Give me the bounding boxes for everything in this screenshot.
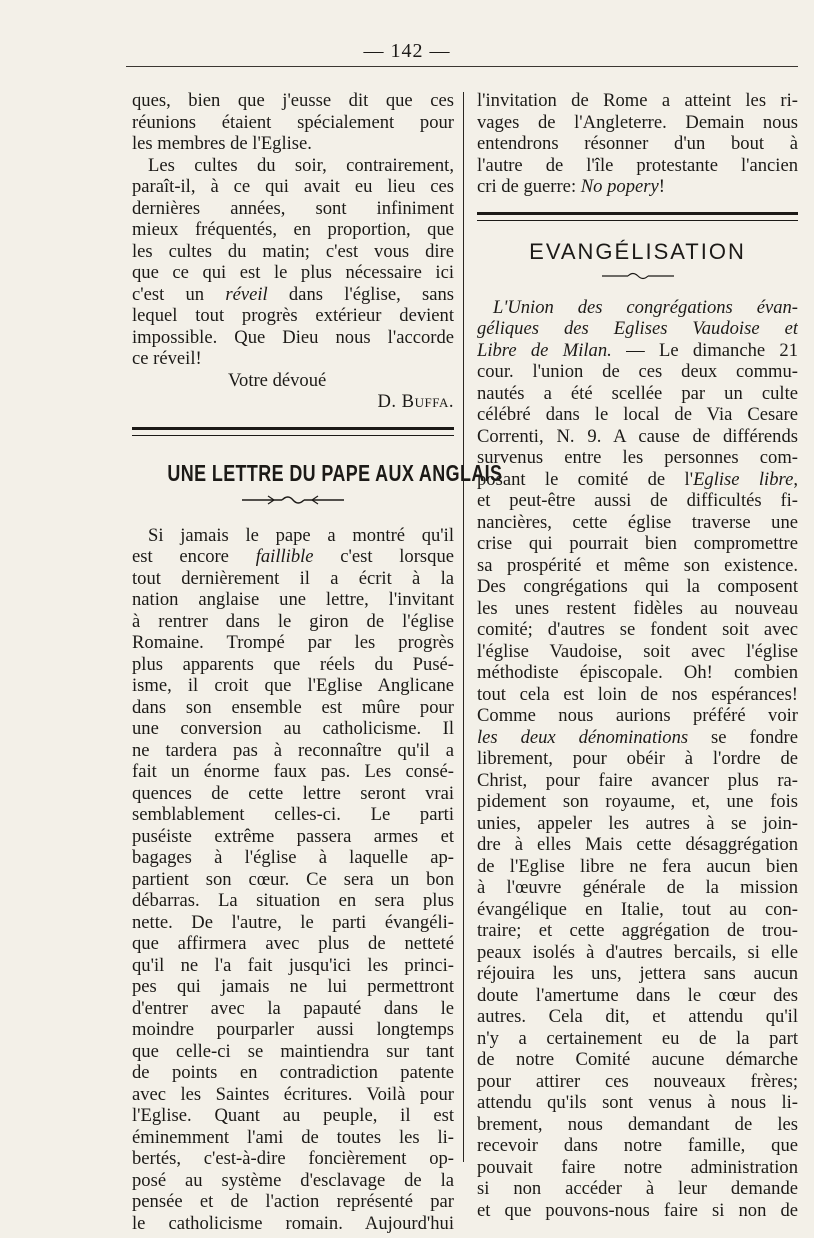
text-run: , [793, 468, 798, 490]
text-line: recevoir dans notre famille, que [477, 1135, 798, 1156]
page-number: — 142 — [363, 40, 451, 62]
text-line: Si jamais le pape a montré qu'il [148, 524, 454, 546]
text-line: pouvait faire notre administration [477, 1156, 798, 1178]
text-line: survenus entre les personnes com- [477, 447, 798, 468]
spacer [132, 507, 454, 525]
text-line [477, 297, 798, 319]
text-line: bagages à l'église à laquelle ap- [132, 847, 454, 868]
left-column [132, 90, 503, 1234]
text-line: librement, pour obéir à l'ordre de [477, 748, 798, 769]
header-rule [126, 66, 798, 67]
text-line: de notre Comité aucune démarche [477, 1049, 798, 1070]
text-line [477, 727, 798, 749]
text-line: n'y a certainement eu de la part [477, 1027, 798, 1049]
text-line: l'invitation de Rome a atteint les ri- [477, 90, 798, 111]
text-line: semblablement celles-ci. Le parti [132, 804, 454, 825]
text-run: est encore [132, 546, 256, 567]
text-line: nette. De l'autre, le parti évangéli- [132, 911, 454, 933]
ornament-divider [598, 271, 678, 281]
text-line: lequel tout progrès extérieur devient [132, 305, 454, 326]
text-line: attendu qu'ils sont venus à nous li- [477, 1092, 798, 1113]
text-line: une conversion au catholicisme. Il [132, 718, 454, 739]
text-line: posé au système d'esclavage de la [132, 1169, 454, 1191]
text-line: quences de cette lettre seront vrai [132, 782, 454, 804]
text-line: traire; et cette aggrégation de trou- [477, 920, 798, 941]
text-line: ques, bien que j'eusse dit que ces [132, 90, 454, 111]
emphasis-no-popery: No popery [580, 176, 659, 197]
text-line: sa prospérité et même son existence. [477, 554, 798, 576]
text-line: à l'œuvre générale de la mission [477, 877, 798, 898]
text-line: autres. Cela dit, et attendu qu'il [477, 1006, 798, 1027]
text-line [477, 340, 798, 362]
text-line: les membres de l'Eglise. [132, 133, 312, 154]
text-line: que celle-ci se maintiendra sur tant [132, 1040, 454, 1062]
text-line [132, 284, 454, 306]
text-line: pensée et de l'action représenté par [132, 1191, 454, 1212]
text-line: évangélique en Italie, tout au con- [477, 898, 798, 920]
text-run: — Le dimanche 21 [611, 339, 798, 361]
text-line: entendrons résonner d'un bout à [477, 133, 798, 154]
spacer [477, 281, 798, 297]
text-line: ce réveil! [132, 348, 202, 369]
text-run: cri de guerre: [477, 176, 581, 197]
text-line: partient son cœur. Ce sera un bon [132, 868, 454, 890]
text-line: nautés a été scellée par un culte [477, 382, 798, 404]
text-line: les unes restent fidèles au nouveau [477, 597, 798, 619]
text-line: cour. l'union de ces deux commu- [477, 361, 798, 382]
text-line: bertés, c'est-à-dire foncièrement op- [132, 1148, 454, 1169]
text-line: et que pouvons-nous faire si non de [477, 1199, 798, 1221]
text-line: l'église Vaudoise, soit avec l'église [477, 640, 798, 662]
text-run: dans l'église, sans [267, 283, 454, 305]
ornament-divider [238, 493, 348, 507]
text-line: dernières années, sont infiniment [132, 197, 454, 219]
text-line: Correnti, N. 9. A cause de différends [477, 425, 798, 447]
text-line: l'autre de l'île protestante l'ancien [477, 154, 798, 176]
text-line: célébré dans le local de Via Cesare [477, 404, 798, 425]
text-line: moindre pourparler aussi longtemps [132, 1019, 454, 1040]
text-line: à rentrer dans le giron de l'église [132, 610, 454, 632]
emphasis-union-title: L'Union des congrégations évan- [493, 296, 798, 318]
text-line [477, 469, 798, 491]
text-line: que ce qui est le plus nécessaire ici [132, 262, 454, 283]
text-line: d'entrer avec la papauté dans le [132, 997, 454, 1019]
text-line: brement, nous demandant de les [477, 1113, 798, 1135]
text-line: Comme nous aurions préféré voir [477, 705, 798, 726]
text-run: c'est lorsque [313, 546, 454, 567]
text-line: ne tardera pas à reconnaître qu'il a [132, 739, 454, 761]
section-title: EVANGÉLISATION [529, 238, 746, 264]
text-line: doute l'amertume dans le cœur des [477, 984, 798, 1006]
text-line: les cultes du matin; c'est vous dire [132, 240, 454, 262]
text-line: méthodiste épiscopale. Oh! combien [477, 662, 798, 683]
text-line: pidement son royaume, et, une fois [477, 791, 798, 812]
text-line: débarras. La situation en sera plus [132, 890, 454, 911]
text-line: impossible. Que Dieu nous l'accorde [132, 326, 454, 348]
text-line: dans son ensemble est mûre pour [132, 696, 454, 718]
text-line: de l'Eglise libre ne fera aucun bien [477, 855, 798, 877]
signature-name: D. Buffa. [377, 391, 454, 412]
text-line: peaux isolés à d'autres bercails, si elle [477, 941, 798, 963]
text-line: et peut-être aussi de difficultés fi- [477, 490, 798, 511]
text-line: fait un énorme faux pas. Les consé- [132, 761, 454, 782]
text-run: posant le comité de l' [477, 468, 694, 490]
text-line: pes qui jamais ne lui permettront [132, 976, 454, 997]
text-line: vages de l'Angleterre. Demain nous [477, 111, 798, 133]
text-line: qu'il ne l'a fait jusqu'ici les princi- [132, 954, 454, 976]
text-line: l'Eglise. Quant au peuple, il est [132, 1105, 454, 1126]
emphasis-faillible: faillible [255, 546, 314, 567]
text-line: réjouira les uns, jettera sans aucun [477, 963, 798, 984]
text-line: puséiste extrême passera armes et [132, 825, 454, 847]
text-line: dre à elles Mais cette désaggrégation [477, 834, 798, 855]
text-line: le catholicisme romain. Aujourd'hui [132, 1212, 454, 1234]
text-line: Des congrégations qui la composent [477, 576, 798, 597]
text-line: nancières, cette église traverse une [477, 511, 798, 533]
emphasis-union-title: Libre de Milan. [477, 339, 612, 361]
text-line: unies, appeler les autres à se join- [477, 812, 798, 834]
text-line: comité; d'autres se fondent soit avec [477, 619, 798, 640]
text-line: Christ, pour faire avancer plus ra- [477, 769, 798, 791]
emphasis-eglise-libre: Eglise libre [693, 468, 794, 490]
text-line: Les cultes du soir, contrairement, [148, 154, 454, 176]
text-line: tout dernièrement il a écrit à la [132, 567, 454, 589]
text-line: si non accéder à leur demande [477, 1178, 798, 1199]
text-line: mieux fréquentés, en proportion, que [132, 219, 454, 240]
text-line: crise qui pourrait bien compromettre [477, 533, 798, 554]
emphasis-union-title: géliques des Eglises Vaudoise et [477, 318, 798, 339]
section-rule [477, 212, 798, 221]
text-run: ! [658, 176, 665, 197]
right-column [477, 90, 798, 1221]
text-line: éminemment l'ami de toutes les li- [132, 1126, 454, 1148]
text-line [132, 546, 454, 568]
text-line: avec les Saintes écritures. Voilà pour [132, 1083, 454, 1105]
text-line: que affirmera avec plus de netteté [132, 933, 454, 954]
text-run: c'est un [132, 283, 226, 305]
text-line: isme, il croit que l'Eglise Anglicane [132, 675, 454, 696]
text-line: nation anglaise une lettre, l'invitant [132, 589, 454, 610]
article-title: UNE LETTRE DU PAPE AUX ANGLAIS [167, 459, 503, 486]
section-rule [132, 427, 454, 436]
emphasis-reveil: réveil [225, 283, 268, 305]
text-line: réunions étaient spécialement pour [132, 111, 454, 133]
text-line [477, 318, 798, 340]
text-line: tout cela est loin de nos espérances! [477, 683, 798, 705]
text-run: se fondre [688, 726, 798, 748]
text-line: paraît-il, à ce qui avait eu lieu ces [132, 176, 454, 197]
text-line: plus apparents que réels du Pusé- [132, 653, 454, 675]
text-line: de points en contradiction patente [132, 1062, 454, 1083]
emphasis-deux-denominations: les deux dénominations [477, 726, 689, 748]
column-divider [463, 92, 464, 1162]
text-line [477, 176, 798, 198]
text-line: pour attirer ces nouveaux frères; [477, 1070, 798, 1092]
text-line: Romaine. Trompé par les progrès [132, 632, 454, 653]
signature-closing: Votre dévoué [228, 369, 327, 391]
